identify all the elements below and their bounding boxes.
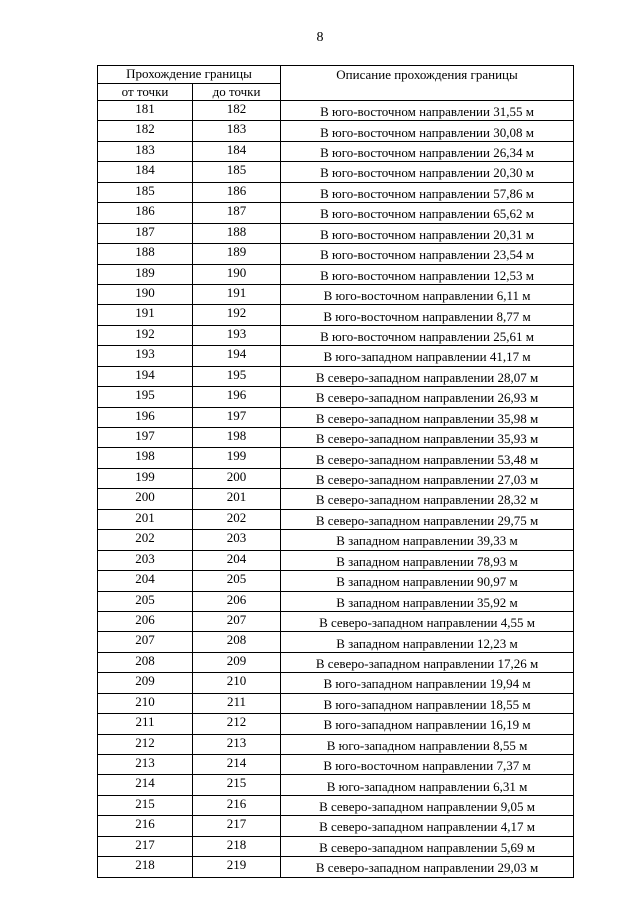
table-row	[98, 632, 574, 652]
from-point-cell: 195	[98, 387, 193, 407]
table-row	[98, 325, 574, 345]
page-number: 8	[316, 30, 324, 45]
to-point-cell: 191	[193, 284, 281, 304]
to-point-cell: 189	[193, 244, 281, 264]
to-point-cell: 187	[193, 203, 281, 223]
header-boundary-passage: Прохождение границы	[98, 66, 281, 84]
table-row	[98, 611, 574, 631]
table-row	[98, 428, 574, 448]
table-row	[98, 284, 574, 304]
to-point-cell: 192	[193, 305, 281, 325]
from-point-cell: 192	[98, 325, 193, 345]
to-point-cell: 199	[193, 448, 281, 468]
description-cell: В западном направлении 78,93 м	[281, 550, 574, 570]
from-point-cell: 210	[98, 693, 193, 713]
from-point-cell: 190	[98, 284, 193, 304]
description-cell: В юго-западном направлении 41,17 м	[281, 346, 574, 366]
to-point-cell: 209	[193, 652, 281, 672]
table-row	[98, 101, 574, 121]
description-cell: В северо-западном направлении 29,03 м	[281, 857, 574, 877]
to-point-cell: 207	[193, 611, 281, 631]
description-cell: В юго-восточном направлении 20,31 м	[281, 223, 574, 243]
description-cell: В юго-восточном направлении 8,77 м	[281, 305, 574, 325]
to-point-cell: 193	[193, 325, 281, 345]
from-point-cell: 194	[98, 366, 193, 386]
description-cell: В юго-западном направлении 16,19 м	[281, 714, 574, 734]
from-point-cell: 215	[98, 795, 193, 815]
from-point-cell: 211	[98, 714, 193, 734]
description-cell: В юго-восточном направлении 31,55 м	[281, 101, 574, 121]
description-cell: В северо-западном направлении 4,17 м	[281, 816, 574, 836]
table-row	[98, 571, 574, 591]
header-from-point: от точки	[98, 84, 193, 101]
to-point-cell: 194	[193, 346, 281, 366]
table-row	[98, 509, 574, 529]
to-point-cell: 198	[193, 428, 281, 448]
description-cell: В северо-западном направлении 5,69 м	[281, 836, 574, 856]
table-row	[98, 734, 574, 754]
from-point-cell: 189	[98, 264, 193, 284]
to-point-cell: 205	[193, 571, 281, 591]
description-cell: В юго-восточном направлении 23,54 м	[281, 244, 574, 264]
table-row	[98, 775, 574, 795]
table-row	[98, 244, 574, 264]
from-point-cell: 193	[98, 346, 193, 366]
to-point-cell: 190	[193, 264, 281, 284]
to-point-cell: 196	[193, 387, 281, 407]
description-cell: В западном направлении 39,33 м	[281, 530, 574, 550]
to-point-cell: 184	[193, 141, 281, 161]
to-point-cell: 201	[193, 489, 281, 509]
table-row	[98, 755, 574, 775]
from-point-cell: 185	[98, 182, 193, 202]
to-point-cell: 185	[193, 162, 281, 182]
from-point-cell: 213	[98, 755, 193, 775]
from-point-cell: 186	[98, 203, 193, 223]
table-row	[98, 346, 574, 366]
to-point-cell: 204	[193, 550, 281, 570]
from-point-cell: 206	[98, 611, 193, 631]
description-cell: В юго-восточном направлении 26,34 м	[281, 141, 574, 161]
description-cell: В северо-западном направлении 35,93 м	[281, 428, 574, 448]
table-row	[98, 121, 574, 141]
description-cell: В юго-восточном направлении 25,61 м	[281, 325, 574, 345]
table-row	[98, 816, 574, 836]
description-cell: В юго-западном направлении 8,55 м	[281, 734, 574, 754]
description-cell: В юго-западном направлении 19,94 м	[281, 673, 574, 693]
table-row	[98, 162, 574, 182]
from-point-cell: 181	[98, 101, 193, 121]
description-cell: В северо-западном направлении 4,55 м	[281, 611, 574, 631]
description-cell: В северо-западном направлении 29,75 м	[281, 509, 574, 529]
to-point-cell: 203	[193, 530, 281, 550]
from-point-cell: 184	[98, 162, 193, 182]
description-cell: В юго-восточном направлении 57,86 м	[281, 182, 574, 202]
to-point-cell: 217	[193, 816, 281, 836]
description-cell: В северо-западном направлении 28,32 м	[281, 489, 574, 509]
to-point-cell: 188	[193, 223, 281, 243]
from-point-cell: 182	[98, 121, 193, 141]
from-point-cell: 214	[98, 775, 193, 795]
description-cell: В северо-западном направлении 26,93 м	[281, 387, 574, 407]
description-cell: В северо-западном направлении 17,26 м	[281, 652, 574, 672]
table-row	[98, 714, 574, 734]
from-point-cell: 188	[98, 244, 193, 264]
table-row	[98, 366, 574, 386]
to-point-cell: 212	[193, 714, 281, 734]
table-row	[98, 305, 574, 325]
table-row	[98, 141, 574, 161]
to-point-cell: 210	[193, 673, 281, 693]
to-point-cell: 202	[193, 509, 281, 529]
from-point-cell: 191	[98, 305, 193, 325]
table-row	[98, 203, 574, 223]
from-point-cell: 204	[98, 571, 193, 591]
from-point-cell: 208	[98, 652, 193, 672]
description-cell: В западном направлении 35,92 м	[281, 591, 574, 611]
description-cell: В северо-западном направлении 27,03 м	[281, 468, 574, 488]
to-point-cell: 197	[193, 407, 281, 427]
from-point-cell: 205	[98, 591, 193, 611]
from-point-cell: 198	[98, 448, 193, 468]
table-row	[98, 264, 574, 284]
from-point-cell: 203	[98, 550, 193, 570]
description-cell: В юго-западном направлении 6,31 м	[281, 775, 574, 795]
from-point-cell: 216	[98, 816, 193, 836]
table-row	[98, 591, 574, 611]
from-point-cell: 183	[98, 141, 193, 161]
description-cell: В северо-западном направлении 35,98 м	[281, 407, 574, 427]
from-point-cell: 207	[98, 632, 193, 652]
from-point-cell: 201	[98, 509, 193, 529]
table-row	[98, 857, 574, 877]
description-cell: В юго-восточном направлении 6,11 м	[281, 284, 574, 304]
to-point-cell: 218	[193, 836, 281, 856]
table-row	[98, 530, 574, 550]
description-cell: В северо-западном направлении 28,07 м	[281, 366, 574, 386]
to-point-cell: 182	[193, 101, 281, 121]
table-row	[98, 795, 574, 815]
description-cell: В юго-восточном направлении 20,30 м	[281, 162, 574, 182]
from-point-cell: 217	[98, 836, 193, 856]
table-row	[98, 836, 574, 856]
header-description: Описание прохождения границы	[281, 66, 574, 101]
table-row	[98, 468, 574, 488]
description-cell: В юго-восточном направлении 30,08 м	[281, 121, 574, 141]
header-to-point: до точки	[193, 84, 281, 101]
to-point-cell: 183	[193, 121, 281, 141]
to-point-cell: 200	[193, 468, 281, 488]
description-cell: В северо-западном направлении 53,48 м	[281, 448, 574, 468]
boundary-table	[97, 65, 574, 878]
from-point-cell: 199	[98, 468, 193, 488]
to-point-cell: 214	[193, 755, 281, 775]
from-point-cell: 200	[98, 489, 193, 509]
description-cell: В юго-восточном направлении 65,62 м	[281, 203, 574, 223]
table-row	[98, 673, 574, 693]
to-point-cell: 219	[193, 857, 281, 877]
from-point-cell: 202	[98, 530, 193, 550]
from-point-cell: 187	[98, 223, 193, 243]
description-cell: В северо-западном направлении 9,05 м	[281, 795, 574, 815]
from-point-cell: 209	[98, 673, 193, 693]
description-cell: В юго-западном направлении 18,55 м	[281, 693, 574, 713]
from-point-cell: 196	[98, 407, 193, 427]
table-row	[98, 448, 574, 468]
description-cell: В юго-восточном направлении 12,53 м	[281, 264, 574, 284]
description-cell: В западном направлении 90,97 м	[281, 571, 574, 591]
table-row	[98, 387, 574, 407]
table-row	[98, 223, 574, 243]
table-row	[98, 407, 574, 427]
table-row	[98, 489, 574, 509]
table-row	[98, 550, 574, 570]
to-point-cell: 215	[193, 775, 281, 795]
to-point-cell: 216	[193, 795, 281, 815]
to-point-cell: 208	[193, 632, 281, 652]
table-row	[98, 182, 574, 202]
to-point-cell: 206	[193, 591, 281, 611]
to-point-cell: 195	[193, 366, 281, 386]
table-row	[98, 652, 574, 672]
to-point-cell: 213	[193, 734, 281, 754]
description-cell: В юго-восточном направлении 7,37 м	[281, 755, 574, 775]
from-point-cell: 212	[98, 734, 193, 754]
from-point-cell: 197	[98, 428, 193, 448]
table-body	[98, 101, 574, 878]
from-point-cell: 218	[98, 857, 193, 877]
description-cell: В западном направлении 12,23 м	[281, 632, 574, 652]
table-row	[98, 693, 574, 713]
to-point-cell: 186	[193, 182, 281, 202]
to-point-cell: 211	[193, 693, 281, 713]
